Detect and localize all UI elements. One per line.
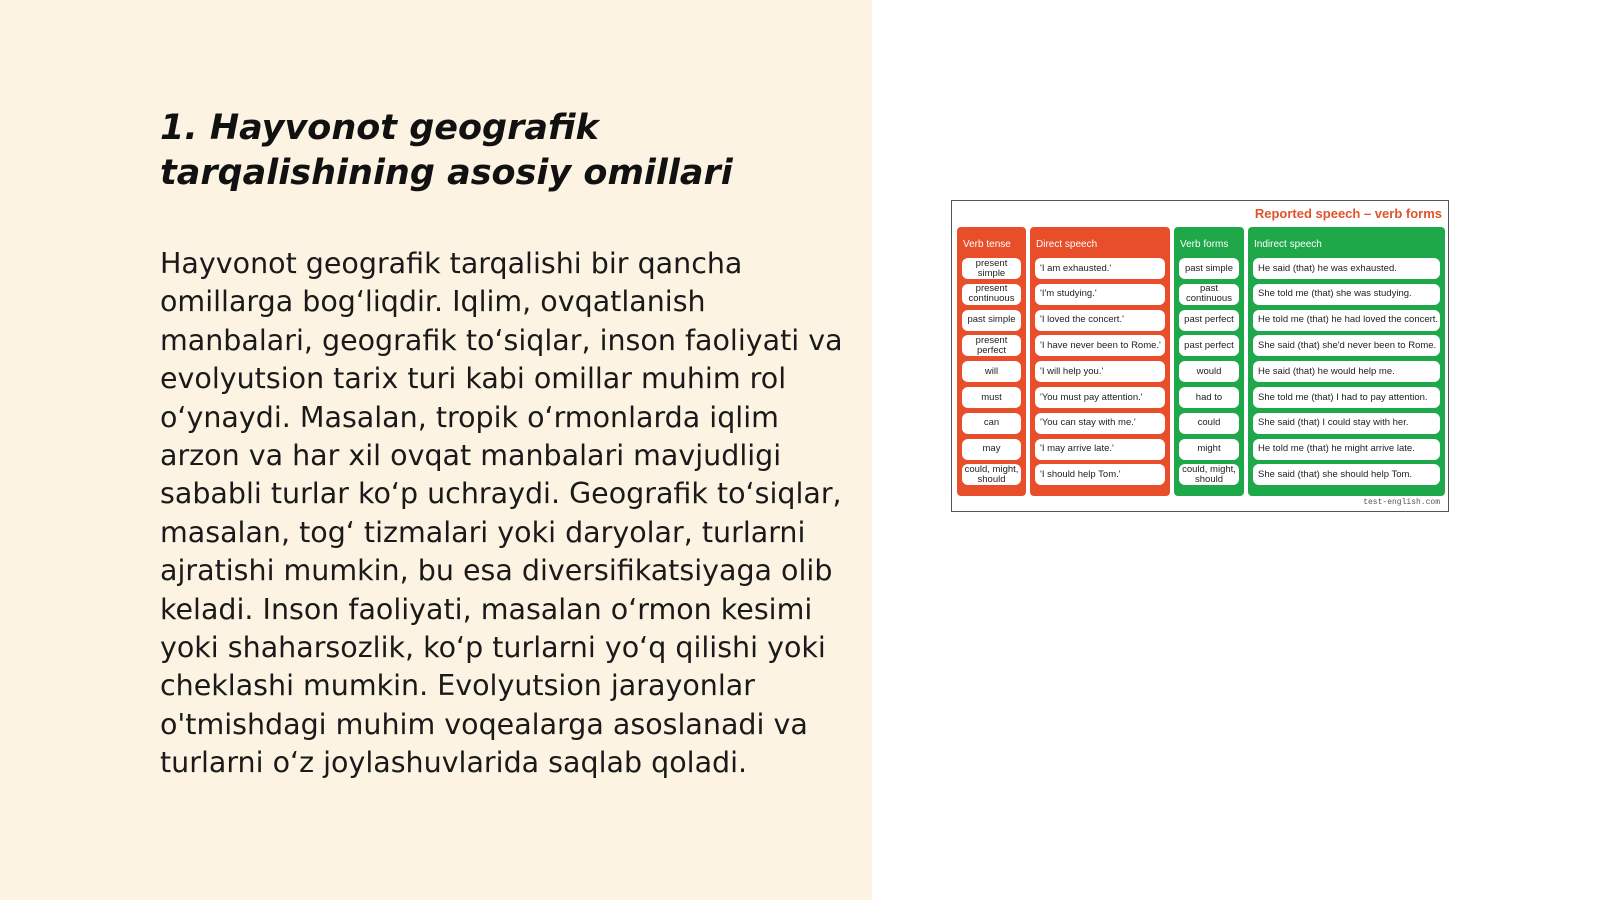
- indirect-cell: He told me (that) he had loved the concert.: [1253, 310, 1440, 331]
- form-cell: had to: [1179, 387, 1239, 408]
- reported-speech-image: [951, 200, 1449, 512]
- indirect-cell: He said (that) he would help me.: [1253, 361, 1440, 382]
- tense-cell: could, might, should: [962, 464, 1021, 485]
- indirect-cell: She said (that) I could stay with her.: [1253, 413, 1440, 434]
- form-cell: past perfect: [1179, 335, 1239, 356]
- indirect-speech-header: Indirect speech: [1254, 239, 1322, 250]
- indirect-cell: She said (that) she should help Tom.: [1253, 464, 1440, 485]
- indirect-cell: She said (that) she'd never been to Rome.: [1253, 335, 1440, 356]
- direct-cell: 'I will help you.': [1035, 361, 1165, 382]
- tense-cell: will: [962, 361, 1021, 382]
- direct-cell: 'I am exhausted.': [1035, 258, 1165, 279]
- form-cell: would: [1179, 361, 1239, 382]
- image-title: Reported speech – verb forms: [1254, 206, 1442, 221]
- image-watermark: test-english.com: [1363, 498, 1440, 507]
- direct-cell: 'I should help Tom.': [1035, 464, 1165, 485]
- direct-cell: 'I'm studying.': [1035, 284, 1165, 305]
- direct-cell: 'You must pay attention.': [1035, 387, 1165, 408]
- slide-title: 1. Hayvonot geografik tarqalishining asosiy omillari: [160, 108, 733, 193]
- verb-tense-header: Verb tense: [963, 239, 1011, 250]
- direct-cell: 'You can stay with me.': [1035, 413, 1165, 434]
- form-cell: could, might, should: [1179, 464, 1239, 485]
- direct-cell: 'I may arrive late.': [1035, 439, 1165, 460]
- verb-forms-header: Verb forms: [1180, 239, 1229, 250]
- direct-cell: 'I loved the concert.': [1035, 310, 1165, 331]
- direct-cell: 'I have never been to Rome.': [1035, 335, 1165, 356]
- tense-cell: present continuous: [962, 284, 1021, 305]
- indirect-cell: She told me (that) I had to pay attention.: [1253, 387, 1440, 408]
- form-cell: past perfect: [1179, 310, 1239, 331]
- indirect-cell: He said (that) he was exhausted.: [1253, 258, 1440, 279]
- tense-cell: can: [962, 413, 1021, 434]
- form-cell: could: [1179, 413, 1239, 434]
- form-cell: past simple: [1179, 258, 1239, 279]
- tense-cell: past simple: [962, 310, 1021, 331]
- tense-cell: present simple: [962, 258, 1021, 279]
- slide-body: Hayvonot geografik tarqalishi bir qancha omillarga bog‘liqdir. Iqlim, ovqatlanish manbalari, geografik to‘siqlar, inson faoliyati va evolyutsion tarix turi kabi omillar muhim rol o‘ynaydi. Masalan, tropik o‘rmonlarda iqlim arzon va har xil ovqat manbalari mavjudligi sababli turlar ko‘p uchraydi. Geografik to‘siqlar, masalan, tog‘ tizmalari yoki daryolar, turlarni ajratishi mumkin, bu esa diversifikatsiyaga olib keladi. Inson faoliyati, masalan o‘rmon kesimi yoki shaharsozlik, ko‘p turlarni yo‘q qilishi yoki cheklashi mumkin. Evolyutsion jarayonlar o'tmishdagi muhim voqealarga asoslanadi va turlarni o‘z joylashuvlarida saqlab qoladi.: [160, 247, 843, 780]
- tense-cell: may: [962, 439, 1021, 460]
- indirect-cell: She told me (that) she was studying.: [1253, 284, 1440, 305]
- tense-cell: must: [962, 387, 1021, 408]
- tense-cell: present perfect: [962, 335, 1021, 356]
- form-cell: might: [1179, 439, 1239, 460]
- direct-speech-header: Direct speech: [1036, 239, 1098, 250]
- form-cell: past continuous: [1179, 284, 1239, 305]
- indirect-cell: He told me (that) he might arrive late.: [1253, 439, 1440, 460]
